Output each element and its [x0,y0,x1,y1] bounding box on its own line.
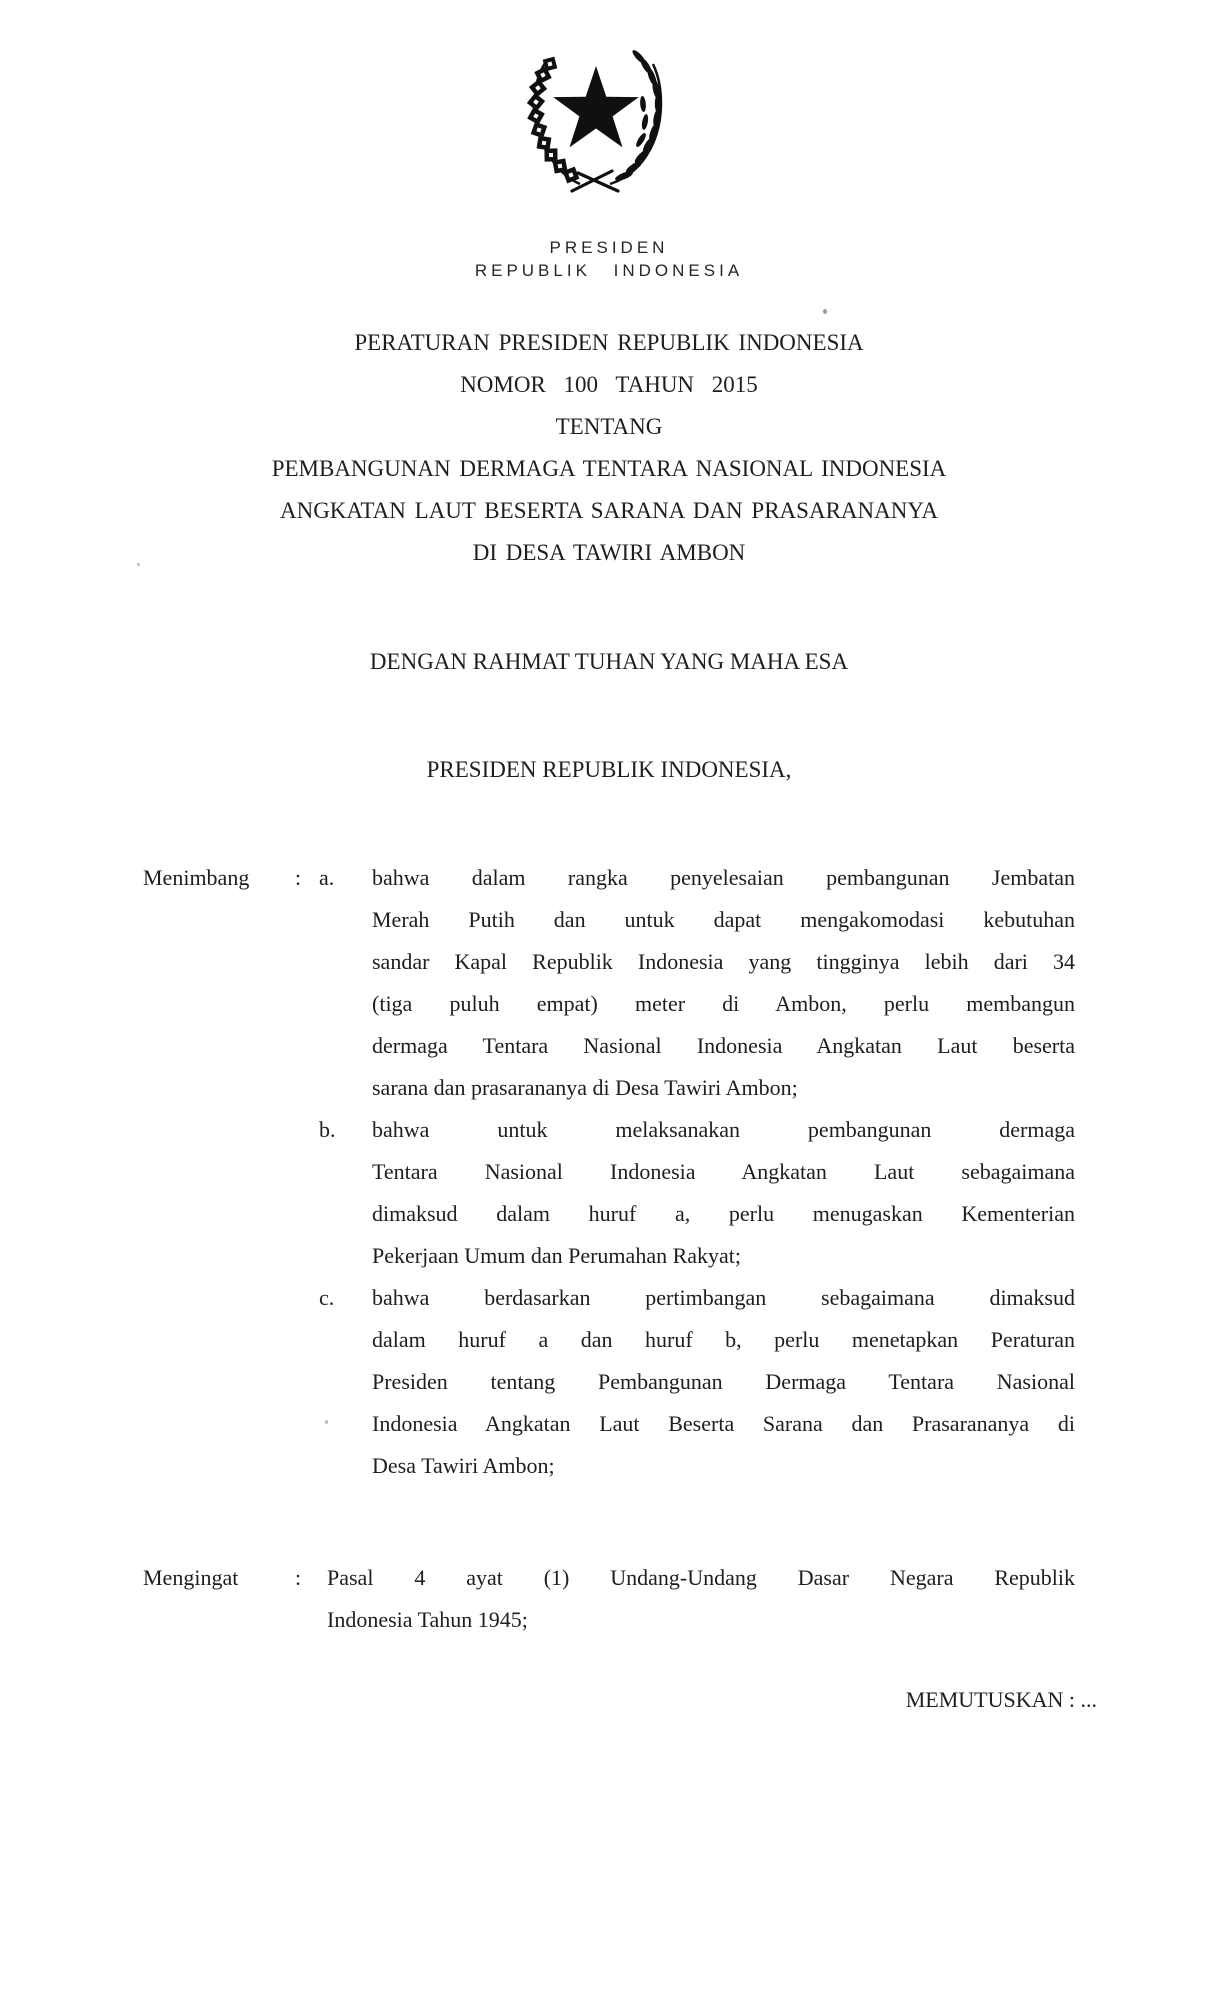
decision-line [143,1679,1097,1721]
text-line: Indonesia Tahun 1945; [327,1607,528,1632]
agency-header [0,236,1218,282]
decision-text: MEMUTUSKAN : ... [905,1687,1097,1712]
invocation: DENGAN RAHMAT TUHAN YANG MAHA ESA [369,649,849,674]
text-line: bahwa untuk melaksanakan pembangunan dermaga [372,1117,1075,1142]
item-marker: b. [319,1117,336,1142]
scan-speck [325,1420,328,1424]
text-line: sarana dan prasarananya di Desa Tawiri Ambon; [372,1075,798,1100]
text-line: Merah Putih dan untuk dapat mengakomodasi kebutuhan [372,907,1075,932]
text-line: Pasal 4 ayat (1) Undang-Undang Dasar Negara Republik [327,1565,1075,1590]
presidential-seal-icon [520,27,670,195]
text-line: (tiga puluh empat) meter di Ambon, perlu membangun [372,991,1075,1016]
text-line: bahwa dalam rangka penyelesaian pembangunan Jembatan [372,865,1075,890]
text-line: Tentara Nasional Indonesia Angkatan Laut sebagaimana [372,1159,1075,1184]
regulation-title [143,322,1075,574]
considering-label: Menimbang [143,865,250,890]
text-line: Pekerjaan Umum dan Perumahan Rakyat; [372,1243,742,1268]
text-line: PERATURAN PRESIDEN REPUBLIK INDONESIA [354,330,864,355]
remembering-section [143,1557,1075,1641]
considering-colon: : [295,865,302,890]
scan-speck [137,563,140,566]
text-line: dimaksud dalam huruf a, perlu menugaskan Kementerian [372,1201,1075,1226]
text-line: DI DESA TAWIRI AMBON [472,540,746,565]
agency-line2: REPUBLIK INDONESIA [474,261,744,280]
text-line: Presiden tentang Pembangunan Dermaga Tentara Nasional [372,1369,1075,1394]
text-line: bahwa berdasarkan pertimbangan sebagaimana dimaksud [372,1285,1075,1310]
item-text [372,1277,1075,1487]
text-line: dalam huruf a dan huruf b, perlu menetapkan Peraturan [372,1327,1075,1352]
considering-section [143,857,1075,1487]
item-text [372,857,1075,1109]
considering-item [143,1109,1075,1277]
remembering-colon: : [295,1565,302,1590]
text-line: TENTANG [555,414,663,439]
item-marker: c. [319,1285,335,1310]
remembering-label: Mengingat [143,1565,239,1590]
text-line: NOMOR 100 TAHUN 2015 [460,372,758,397]
issuer: PRESIDEN REPUBLIK INDONESIA, [426,757,792,782]
scan-speck [823,309,827,314]
remembering-text [327,1557,1075,1641]
agency-line1: PRESIDEN [549,238,669,257]
text-line: PEMBANGUNAN DERMAGA TENTARA NASIONAL INDONESIA [271,456,947,481]
star-icon [553,66,639,147]
text-line: sandar Kapal Republik Indonesia yang tingginya lebih dari 34 [372,949,1075,974]
text-line: ANGKATAN LAUT BESERTA SARANA DAN PRASARANANYA [279,498,939,523]
text-line: dermaga Tentara Nasional Indonesia Angkatan Laut beserta [372,1033,1075,1058]
text-line: Indonesia Angkatan Laut Beserta Sarana dan Prasarananya di [372,1411,1075,1436]
cotton-branch-icon [525,52,584,187]
item-marker: a. [319,865,335,890]
item-text [372,1109,1075,1277]
considering-item [143,1277,1075,1487]
text-line: Desa Tawiri Ambon; [372,1453,555,1478]
considering-item [143,857,1075,1109]
